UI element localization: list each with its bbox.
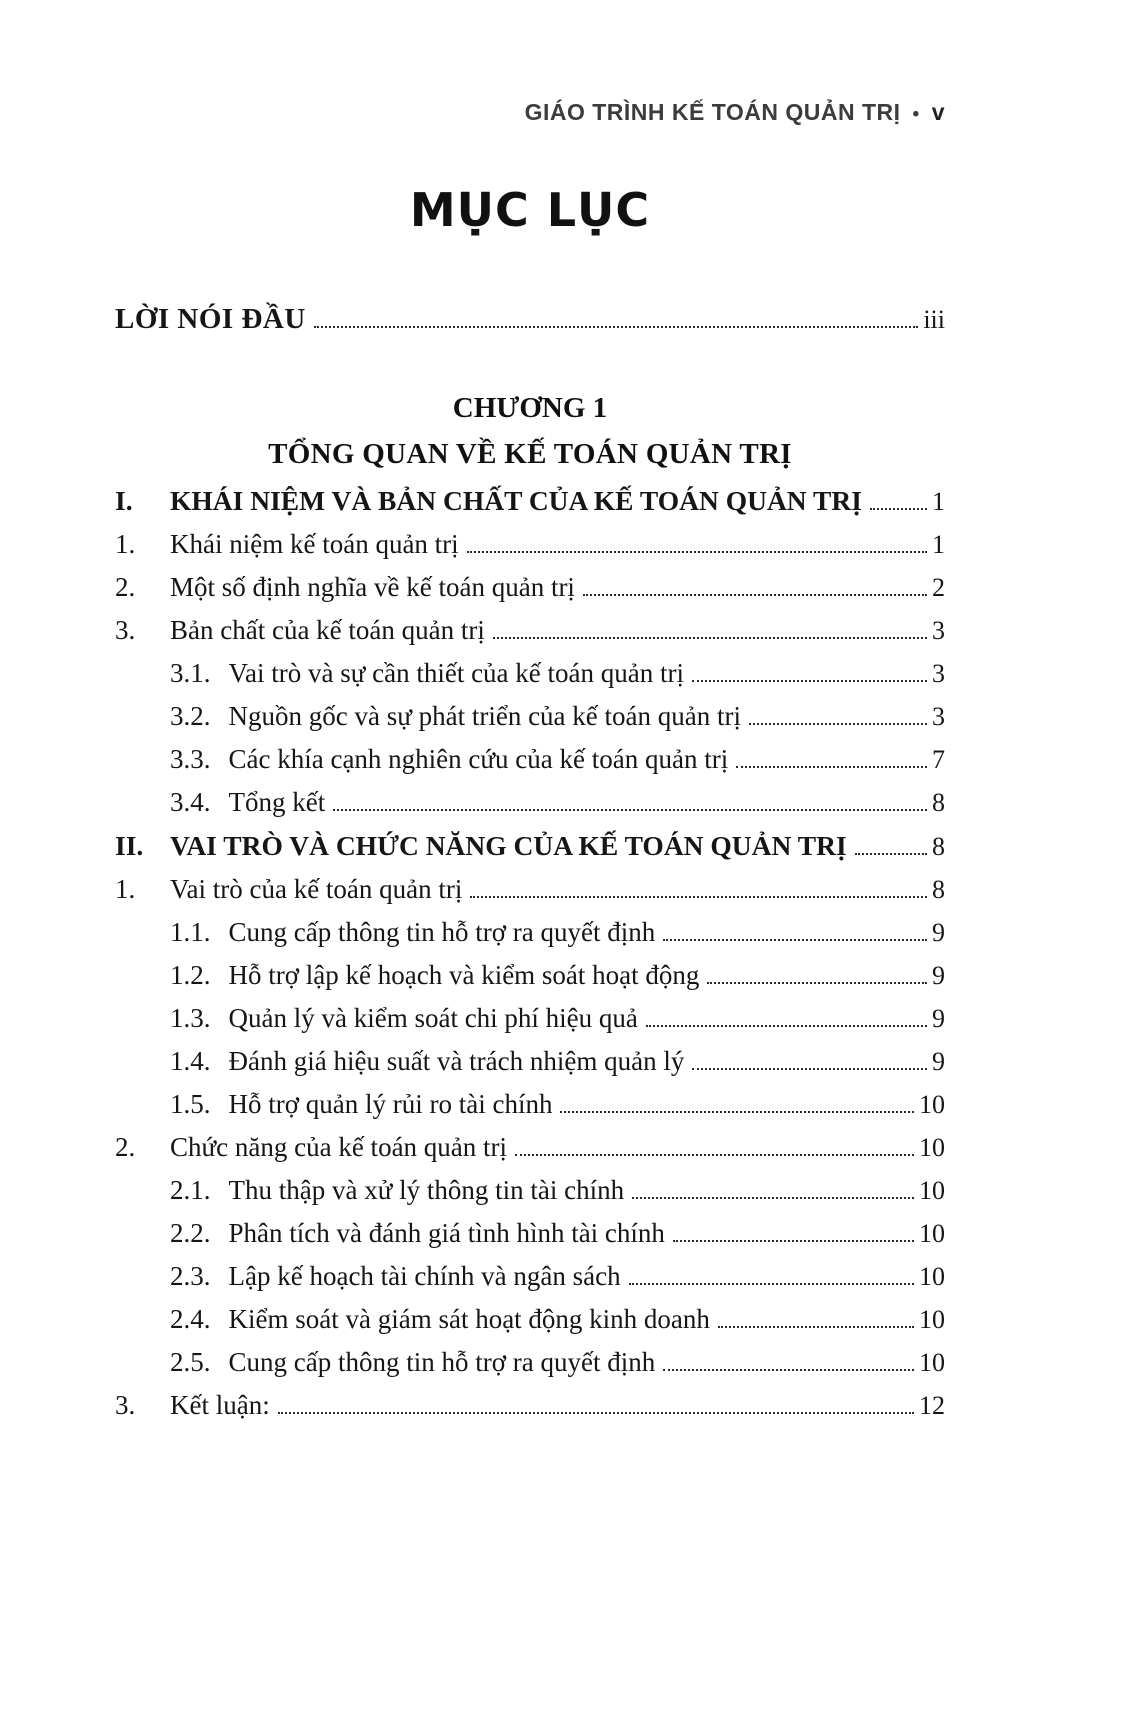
header-separator-icon: •: [912, 104, 920, 125]
entry-number: 1.5.: [170, 1088, 211, 1119]
entry-number: 3.4.: [170, 786, 211, 817]
toc-entry: [115, 1083, 945, 1126]
dot-leader: [493, 637, 927, 639]
entry-page-number: 3: [932, 701, 945, 731]
entry-title: VAI TRÒ VÀ CHỨC NĂNG CỦA KẾ TOÁN QUẢN TRỊ: [170, 829, 847, 861]
entry-title: Thu thập và xử lý thông tin tài chính: [228, 1174, 625, 1205]
entry-page-number: 9: [932, 1046, 945, 1076]
toc-entry: [115, 1126, 945, 1169]
entry-page-number: 8: [932, 831, 945, 861]
entry-page-number: 12: [919, 1390, 945, 1420]
entry-number: 2.3.: [170, 1260, 211, 1291]
toc-entry: [115, 695, 945, 738]
toc-entry: [115, 738, 945, 781]
toc-entry: [115, 868, 945, 911]
dot-leader: [749, 723, 927, 725]
entry-number: II.: [115, 829, 144, 861]
page-title: MỤC LỤC: [409, 183, 651, 237]
header-page-number: v: [931, 99, 945, 125]
entry-title: Kiểm soát và giám sát hoạt động kinh doanh: [228, 1303, 710, 1334]
entry-number: 2.4.: [170, 1303, 211, 1334]
running-title: GIÁO TRÌNH KẾ TOÁN QUẢN TRỊ: [524, 99, 901, 125]
table-of-contents: [115, 298, 945, 1427]
entry-number: 1.3.: [170, 1002, 211, 1033]
dot-leader: [736, 766, 927, 768]
dot-leader: [663, 1369, 914, 1371]
entry-title: Các khía cạnh nghiên cứu của kế toán quản trị: [228, 743, 729, 774]
entry-page-number: 10: [919, 1261, 945, 1291]
entry-page-number: 1: [932, 529, 945, 559]
entry-title: Tổng kết: [228, 786, 326, 817]
dot-leader: [692, 680, 927, 682]
entry-page-number: 9: [932, 960, 945, 990]
entry-title: Hỗ trợ lập kế hoạch và kiểm soát hoạt động: [228, 959, 700, 990]
dot-leader: [314, 326, 919, 328]
toc-entry: [115, 1384, 945, 1427]
entry-page-number: 8: [932, 787, 945, 817]
chapter-heading: [115, 385, 945, 477]
entry-title: Cung cấp thông tin hỗ trợ ra quyết định: [228, 1346, 656, 1377]
toc-entry: [115, 781, 945, 824]
entry-title: Kết luận:: [170, 1389, 270, 1420]
entry-title: Hỗ trợ quản lý rủi ro tài chính: [228, 1088, 553, 1119]
preface-label: LỜI NÓI ĐẦU: [115, 302, 306, 335]
toc-entry: [115, 566, 945, 609]
dot-leader: [707, 982, 927, 984]
entry-page-number: 10: [919, 1089, 945, 1119]
entry-page-number: 1: [932, 486, 945, 516]
entry-page-number: 10: [919, 1132, 945, 1162]
toc-entry: [115, 1040, 945, 1083]
toc-entry: [115, 1212, 945, 1255]
entry-page-number: 3: [932, 615, 945, 645]
entry-page-number: 3: [932, 658, 945, 688]
dot-leader: [470, 896, 927, 898]
entry-number: 2.: [115, 1131, 136, 1162]
dot-leader: [870, 508, 927, 510]
entry-page-number: 10: [919, 1304, 945, 1334]
entry-title: Chức năng của kế toán quản trị: [170, 1131, 508, 1162]
entry-number: 2.5.: [170, 1346, 211, 1377]
toc-entries: [115, 479, 945, 1427]
dot-leader: [629, 1283, 914, 1285]
entry-number: 1.4.: [170, 1045, 211, 1076]
toc-entry: [115, 1341, 945, 1384]
entry-number: 1.: [115, 873, 136, 904]
dot-leader: [855, 853, 927, 855]
entry-number: 3.: [115, 1389, 136, 1420]
toc-entry: [115, 1169, 945, 1212]
preface-page-number: iii: [923, 304, 945, 334]
entry-page-number: 9: [932, 1003, 945, 1033]
page-content: [115, 98, 945, 1427]
entry-page-number: 10: [919, 1347, 945, 1377]
dot-leader: [515, 1154, 914, 1156]
entry-title: Khái niệm kế toán quản trị: [170, 528, 459, 559]
entry-page-number: 7: [932, 744, 945, 774]
running-header: [115, 98, 945, 129]
dot-leader: [333, 809, 927, 811]
toc-entry: [115, 652, 945, 695]
entry-title: Nguồn gốc và sự phát triển của kế toán quản trị: [228, 700, 741, 731]
toc-entry: [115, 954, 945, 997]
entry-number: 2.1.: [170, 1174, 211, 1205]
entry-number: 1.1.: [170, 916, 211, 947]
entry-title: Vai trò của kế toán quản trị: [170, 873, 463, 904]
entry-title: Cung cấp thông tin hỗ trợ ra quyết định: [228, 916, 656, 947]
entry-title: Bản chất của kế toán quản trị: [170, 614, 485, 645]
toc-entry: [115, 479, 945, 523]
dot-leader: [663, 939, 927, 941]
toc-entry: [115, 997, 945, 1040]
entry-title: Đánh giá hiệu suất và trách nhiệm quản lý: [228, 1045, 685, 1076]
entry-number: 3.1.: [170, 657, 211, 688]
entry-page-number: 10: [919, 1218, 945, 1248]
chapter-number: CHƯƠNG 1: [452, 391, 608, 424]
dot-leader: [583, 594, 927, 596]
toc-entry-preface: [115, 298, 945, 341]
entry-number: I.: [115, 484, 133, 516]
entry-page-number: 2: [932, 572, 945, 602]
chapter-title: TỔNG QUAN VỀ KẾ TOÁN QUẢN TRỊ: [268, 437, 792, 470]
entry-number: 2.2.: [170, 1217, 211, 1248]
toc-entry: [115, 1298, 945, 1341]
dot-leader: [560, 1111, 914, 1113]
entry-title: Lập kế hoạch tài chính và ngân sách: [228, 1260, 621, 1291]
toc-entry: [115, 609, 945, 652]
dot-leader: [646, 1025, 927, 1027]
entry-page-number: 10: [919, 1175, 945, 1205]
toc-entry: [115, 1255, 945, 1298]
dot-leader: [278, 1412, 914, 1414]
dot-leader: [632, 1197, 914, 1199]
entry-number: 1.: [115, 528, 136, 559]
entry-number: 3.2.: [170, 700, 211, 731]
dot-leader: [692, 1068, 927, 1070]
dot-leader: [718, 1326, 914, 1328]
entry-number: 1.2.: [170, 959, 211, 990]
toc-entry: [115, 523, 945, 566]
entry-title: Phân tích và đánh giá tình hình tài chính: [228, 1217, 665, 1248]
dot-leader: [673, 1240, 914, 1242]
toc-entry: [115, 824, 945, 868]
entry-number: 2.: [115, 571, 136, 602]
entry-number: 3.: [115, 614, 136, 645]
entry-title: Quản lý và kiểm soát chi phí hiệu quả: [228, 1002, 638, 1033]
entry-title: Một số định nghĩa về kế toán quản trị: [170, 571, 575, 602]
dot-leader: [467, 551, 927, 553]
toc-entry: [115, 911, 945, 954]
entry-title: Vai trò và sự cần thiết của kế toán quản trị: [228, 657, 684, 688]
entry-number: 3.3.: [170, 743, 211, 774]
entry-title: KHÁI NIỆM VÀ BẢN CHẤT CỦA KẾ TOÁN QUẢN TRỊ: [170, 484, 862, 516]
entry-page-number: 9: [932, 917, 945, 947]
entry-page-number: 8: [932, 874, 945, 904]
